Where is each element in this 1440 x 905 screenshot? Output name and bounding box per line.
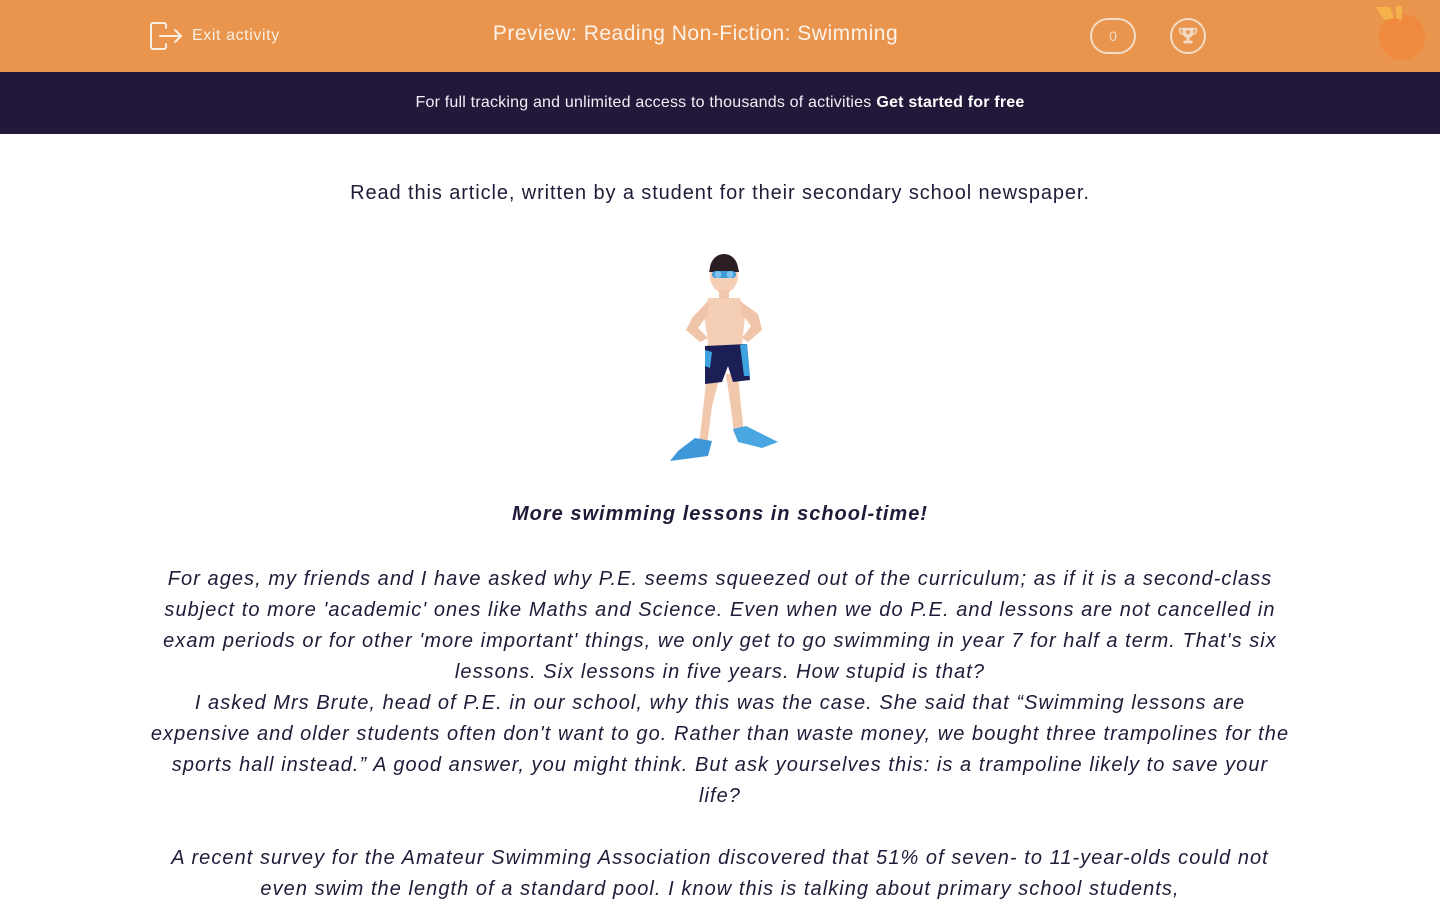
article-paragraph-2: I asked Mrs Brute, head of P.E. in our school, why this was the case. She said that “Swimming lessons are expensive and older students often don't want to go. Rather than waste money, we bought three trampolines for the sports hall instead.” A good answer, you might think. But ask yourselves this: is a trampoline likely to save your life? [150, 692, 1290, 807]
swimmer-boy-image [650, 246, 790, 468]
page-title [0, 22, 1440, 46]
trophy-button[interactable] [1170, 18, 1206, 54]
article-headline: More swimming lessons in school-time! [512, 503, 928, 525]
swimmer-illustration [650, 246, 790, 468]
instruction-text: Read this article, written by a student for their secondary school newspaper. [350, 182, 1090, 204]
orange-logo-icon [1372, 4, 1432, 64]
score-value: 0 [1109, 28, 1117, 44]
exit-activity-label: Exit activity [192, 27, 280, 44]
signup-banner [0, 72, 1440, 134]
top-bar [0, 0, 1440, 72]
article-paragraph-3: A recent survey for the Amateur Swimming Association discovered that 51% of seven- to 11-year-olds could not even swim the length of a standard pool. I know this is talking about primary school students, [171, 847, 1269, 900]
activity-content [150, 134, 1290, 905]
trophy-icon [1177, 25, 1199, 47]
article-paragraph-1: For ages, my friends and I have asked why P.E. seems squeezed out of the curriculum; as if it is a second-class subject to more 'academic' ones like Maths and Science. Even when we do P.E. and lessons are not cancelled in exam periods or for other 'more important' things, we only get to go swimming in year 7 for half a term. That's six lessons. Six lessons in five years. How stupid is that? [163, 568, 1277, 683]
page-title-text: Preview: Reading Non-Fiction: Swimming [492, 22, 899, 45]
banner-text: For full tracking and unlimited access to thousands of activities [415, 94, 872, 111]
get-started-link[interactable]: Get started for free [876, 94, 1025, 111]
score-badge [1090, 18, 1136, 54]
